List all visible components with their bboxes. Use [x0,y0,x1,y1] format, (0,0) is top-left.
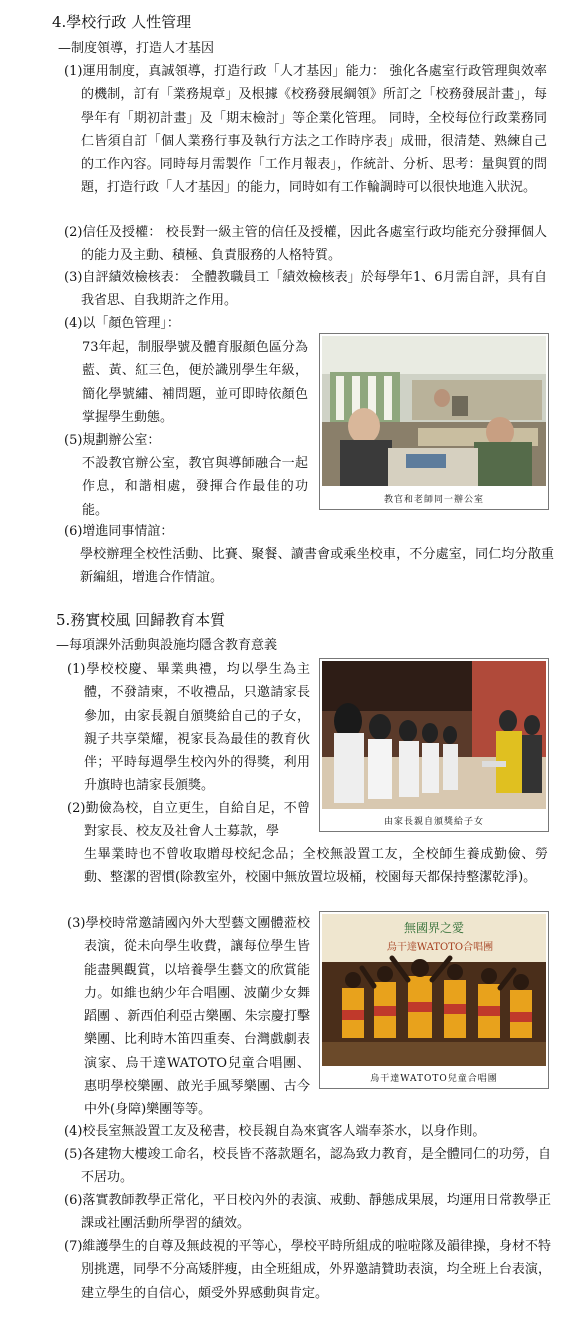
sec4-item-6-heading: (6)增進同事情誼： [64,524,174,539]
section-5-subtitle: —每項課外活動與設施均隱含教育意義 [56,638,278,653]
sec4-item-5-heading: (5)規劃辦公室： [64,433,161,448]
sec4-item-2: (2)信任及授權： 校長對一級主管的信任及授權，因此各處室行政均能充分發揮個人的能力及主動、積極、負責服務的人格特質。 [64,225,547,264]
sec4-item-4-heading: (4)以「顏色管理」： [64,316,180,331]
choir-photo-caption: 烏干達WATOTO兒童合唱團 [370,1074,498,1084]
ceremony-photo [319,658,549,832]
section-4-subtitle: —制度領導，打造人才基因 [58,41,215,56]
office-photo-caption: 教官和老師同一辦公室 [383,495,484,505]
section-5-title: 5.務實校風 回歸教育本質 [56,611,226,629]
office-photo [319,333,549,510]
sec5-item-2-part2: 生畢業時也不曾收取贈母校紀念品；全校無設置工友，全校師生養成勤儉、勞動、整潔的習慣(除教室外，校園中無放置垃圾桶，校園每天都保持整潔乾淨)。 [84,847,548,886]
sec4-item-3: (3)自評績效檢核表： 全體教職員工「績效檢核表」於每學年1、6月需自評，具有自我省思、自我期許之作用。 [64,270,547,309]
ceremony-scene-image [322,661,546,809]
sec5-item-2-part1: (2)勤儉為校，自立更生，自給自足，不曾對家長、校友及社會人士募款，學 [67,801,310,840]
sec4-item-5-body: 不設教官辦公室，教官與導師融合一起作息，和諧相處，發揮合作最佳的功能。 [82,456,308,518]
sec5-item-5: (5)各建物大樓竣工命名，校長皆不落款題名，認為致力教育，是全體同仁的功勞，自不居功。 [64,1147,551,1186]
sec4-item-4-body: 73年起，制服學號及體育服顏色區分為藍、黃、紅三色，便於識別學生年級，簡化學號繡、補問題，並可即時依顏色掌握學生動態。 [82,340,308,425]
sec4-item-6-body: 學校辦理全校性活動、比賽、聚餐、讀書會或乘坐校車，不分處室，同仁均分散重新編組，增進合作情誼。 [80,547,554,586]
sec5-item-4: (4)校長室無設置工友及秘書，校長親自為來賓客人端奉茶水，以身作則。 [64,1124,486,1139]
ceremony-photo-caption: 由家長親自頒獎給子女 [383,817,484,827]
choir-banner-line2: 烏干達WATOTO合唱團 [386,942,494,953]
choir-scene-image [322,914,546,1066]
sec5-item-3: (3)學校時常邀請國內外大型藝文團體蒞校表演，從未向學生收費，讓每位學生皆能盡興觀賞，以培養學生藝文的欣賞能力。如維也納少年合唱團、波蘭少女舞蹈團 、新西伯利亞古樂團、朱宗慶打擊樂團、比利時木笛四重奏、台灣戲劇表演家、烏干達WATOTO兒童合唱團、惠明學校樂團、啟光手風琴樂團、古今中外(身障)樂團等等。 [67,916,310,1118]
sec5-item-6: (6)落實教師教學正常化，平日校內外的表演、戒動、靜態成果展，均運用日常教學正課或社團活動所學習的績效。 [64,1193,551,1232]
sec5-item-1: (1)學校校慶、畢業典禮，均以學生為主體，不發請柬，不收禮品，只邀請家長參加，由家長親自頒獎給自己的子女，親子共享榮耀，視家長為最佳的教育伙伴；平時每週學生校內外的得獎，利用升旗時也請家長頒獎。 [67,662,310,794]
sec5-item-7: (7)維護學生的自尊及無歧視的平等心，學校平時所組成的啦啦隊及韻律操，身材不特別挑選，同學不分高矮胖瘦，由全班組成，外界邀請贊助表演，均全班上台表演，建立學生的自信心，頗受外界感動與肯定。 [64,1239,551,1301]
office-scene-image [322,336,546,486]
sec4-item-1: (1)運用制度，真誠領導，打造行政「人才基因」能力： 強化各處室行政管理與效率的機制，訂有「業務規章」及根據《校務發展綱領》所訂之「校務發展計畫」，每學年有「期初計畫」及「期末檢討」等企業化管理。 同時，全校每位行政業務同仁皆須自訂「個人業務行事及執行方法之工作時序表」成冊，很清楚、熟練自己的工作內容。同時每月需製作「工作月報表」，作統計、分析、思考：量與質的問題，打造行政「人才基因」的能力，同時如有工作輪調時可以很快地進入狀況。 [64,64,547,196]
choir-photo [319,911,549,1089]
choir-banner-line1: 無國界之愛 [403,921,465,935]
section-4-title: 4.學校行政 人性管理 [52,13,192,31]
